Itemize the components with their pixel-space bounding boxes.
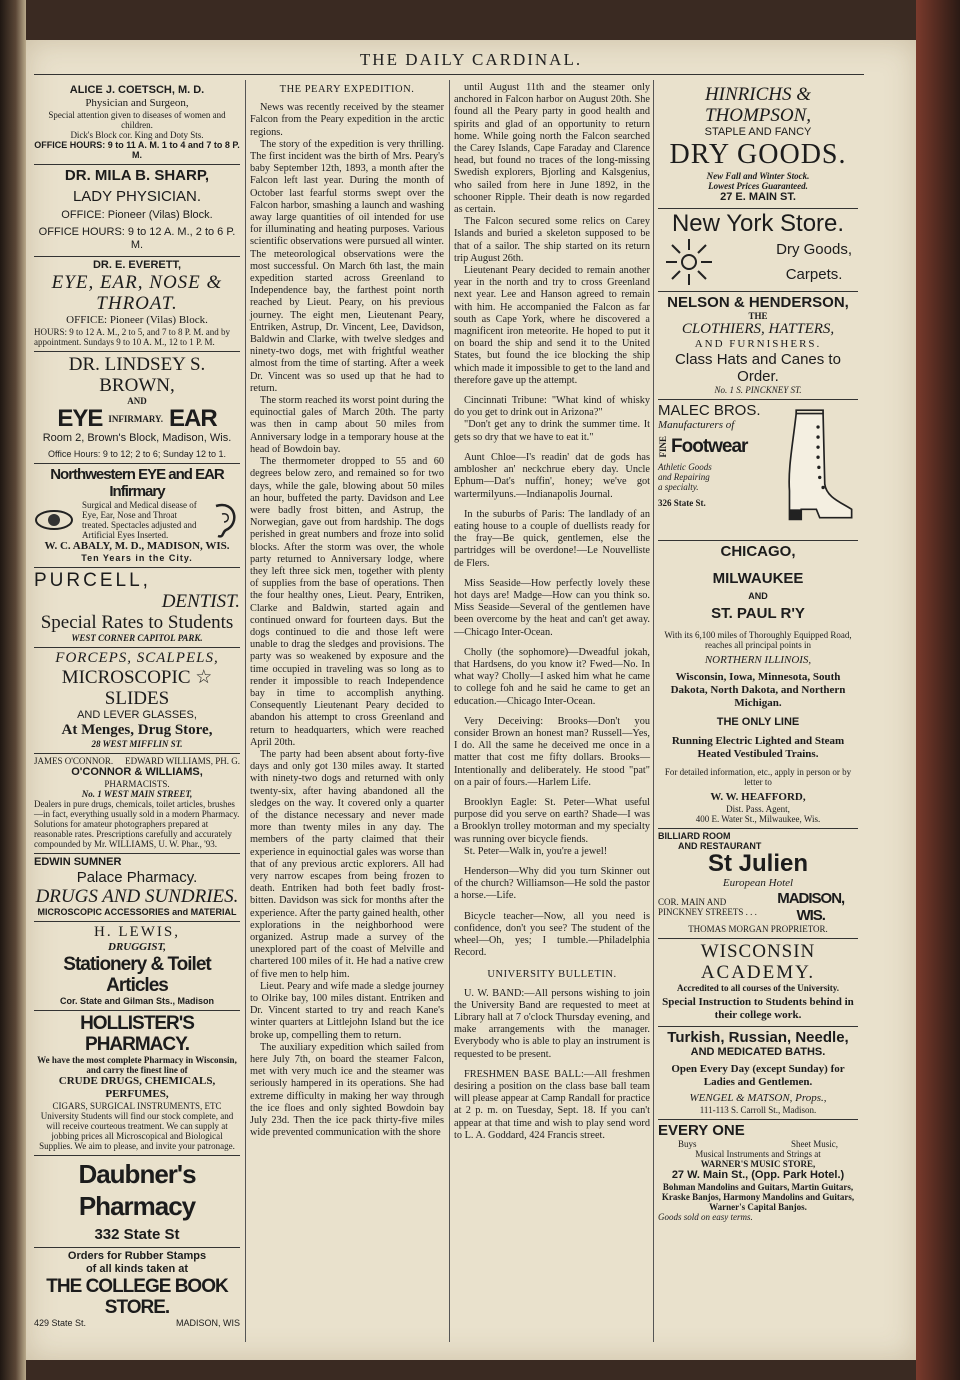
masthead: THE DAILY CARDINAL. <box>359 50 583 69</box>
ad-coetsch <box>34 82 240 165</box>
ad-store: At Menges, Drug Store, <box>61 722 213 738</box>
ad-line: Class Hats and Canes to Order. <box>675 351 841 385</box>
joke-item: Aunt Chloe—I's readin' dat de gods has amblosher an' neckchrue ebery day. Uncle Ephum—Dat's nuffin', honey; we've got wartermilyuns.—Indianapolis Journal. <box>454 451 650 500</box>
ad-name: PURCELL, <box>34 570 151 591</box>
ad-line: THE ONLY LINE <box>716 716 800 728</box>
ad-name: O'CONNOR & WILLIAMS, <box>71 766 203 778</box>
ad-line: Running Electric Lighted and Steam Heated Vestibuled Trains. <box>671 735 845 760</box>
ad-hours: HOURS: 9 to 12 A. M., 2 to 5, and 7 to 8 P. M. and by appointment. Sundays 9 to 10 A. M., 12 to 1 P. M. <box>34 327 231 347</box>
ad-address: 326 State St. <box>658 497 706 508</box>
joke-item: Miss Seaside—How perfectly lovely these hot days are! Madge—How can you think so. Miss Seaside—Several of the gentlemen have been overcome by the heat and can't get away.—Chicago Inter-Ocean. <box>454 577 650 638</box>
ad-name: NELSON & HENDERSON, <box>667 294 849 311</box>
joke-item: St. Peter—Walk in, you're a jewel! <box>464 845 608 857</box>
ad-line: Dry Goods, <box>776 241 852 258</box>
ad-line: WENGEL & MATSON, Props., <box>689 1092 827 1104</box>
ad-line: Orders for Rubber Stamps <box>67 1250 207 1262</box>
ad-line: AND FURNISHERS. <box>694 338 822 350</box>
ad-line: Accredited to all courses of the University. <box>676 983 840 993</box>
article-paragraph: The auxiliary expedition which sailed from here July 7th, on board the steamer Falcon, met with very much ice and the steamer was seriously hampered in its operations. She had extreme difficulty in making her way through the ice floes and only sighted Bowdoin bay July 23d. Then the ice pack thirty-five miles wide prevented communication with the shore <box>250 1041 444 1139</box>
ad-city: MADISON, WIS <box>175 1318 240 1328</box>
article-paragraph: until August 11th and the steamer only anchored in Falcon harbor on August 20th. She found all the Peary party in good health and spirits and glad of an opportunity to return home. While going north the Falcon searched the Carey Islands, Cape Faraday and Clarence head, but found no traces of the long-missing Swedish explorers, Bjorling and Kalsgenius, who sailed from here in June 1892, in the schooner Ripple. Their death is now regarded as certain. <box>454 82 650 216</box>
ad-line: MILWAUKEE <box>712 570 804 587</box>
ad-line: CLOTHIERS, HATTERS, <box>681 321 835 337</box>
ad-academy <box>658 939 858 1027</box>
ad-name: ALICE J. COETSCH, M. D. <box>69 84 205 96</box>
ad-name: St Julien <box>707 850 809 877</box>
ad-sumner <box>34 854 240 922</box>
ad-footwear: Footwear <box>671 436 748 458</box>
ad-line: European Hotel <box>722 877 794 889</box>
ad-hours: OFFICE HOURS: 9 to 11 A. M. 1 to 4 and 7 to 8 P. M. <box>34 140 240 160</box>
joke-item: In the suburbs of Paris: The landlady of an eating house to a couple of duellists ready for the fray—Be quick, gentlemen, else the partridges will be overdone!—Le Nouvelliste de Flers. <box>454 508 650 569</box>
ad-office: OFFICE: Pioneer (Vilas) Block. <box>61 209 213 221</box>
ad-partner: JAMES O'CONNOR. <box>34 756 114 766</box>
ad-infirmary: INFIRMARY. <box>108 414 163 424</box>
ad-text: Dealers in pure drugs, chemicals, toilet articles, brushes—in fact, everything usually sold in a modern Pharmacy. Solutions for amateur photographers prepared at reasonable rates. Prescriptions carefully and accurately compounded by Mr. WILLIAMS, U. W. Phar., '93. <box>34 799 240 849</box>
ad-line: DRY GOODS. <box>669 139 847 170</box>
ad-hours: OFFICE HOURS: 9 to 12 A. M., 2 to 6 P. M. <box>38 226 236 251</box>
article-paragraph: Lieut. Peary and wife made a sledge journey to Olrike bay, 100 miles distant. Entriken and Dr. Vincent started to try and reach Kane's winter quarters at Littlejohn Island but the ice broke up, compelling them to return. <box>250 980 444 1041</box>
article-paragraph: Lieutenant Peary decided to remain another year in the north and try to cross Greenland next year. Lee and Hanson agreed to remain with him. He accompanied the Falcon as far south as Cape York, where he discovered a magnificent iron meteorite. He hoped to put it on board the ship and send it to the United States, but found the ice blocking the ship which made it impossible to get to the land and therefore gave up the attempt. <box>454 265 650 386</box>
ad-line: PHARMACISTS. <box>104 779 170 789</box>
ad-name: EVERY ONE <box>658 1122 745 1139</box>
ad-name: Daubner's Pharmacy <box>78 1159 196 1221</box>
ad-line: ACADEMY. <box>700 962 816 983</box>
ad-name: Turkish, Russian, Needle, <box>667 1029 849 1046</box>
ad-name: MALEC BROS. <box>658 402 761 419</box>
ad-address: No. 1 WEST MAIN STREET, <box>81 789 193 799</box>
ad-oconnor <box>34 754 240 854</box>
ad-everett <box>34 257 240 352</box>
ad-hollister <box>34 1011 240 1156</box>
ad-line: Dist. Pass. Agent, <box>726 804 790 814</box>
ad-line: THE <box>748 311 768 321</box>
ad-line: Musical Instruments and Strings at <box>695 1149 821 1159</box>
ad-line: Sheet Music, <box>791 1139 838 1149</box>
ad-line: CIGARS, SURGICAL INSTRUMENTS, ETC <box>52 1101 222 1111</box>
ad-name: H. LEWIS, <box>94 924 180 940</box>
article-column-continued <box>454 82 650 1142</box>
bulletin-item: U. W. BAND:—All persons wishing to join the University Band are requested to meet at Library hall at 7 o'clock Thursday evening, and make arrangements with the manager. Everybody who is able to play an instrument is requested to be present. <box>454 987 650 1060</box>
ad-address: WEST CORNER CAPITOL PARK. <box>71 633 203 643</box>
ad-line: and Repairing <box>658 471 710 482</box>
ad-text: University Students will find our stock complete, and will receive courteous treatment. We can supply at jobbing prices all Microscopical and Biological Supplies. We aim to please, and invite your patronage. <box>39 1111 235 1151</box>
ad-brown <box>34 352 240 464</box>
ad-line: of all kinds taken at <box>85 1263 189 1275</box>
bulletin-heading: UNIVERSITY BULLETIN. <box>487 969 617 981</box>
ad-proprietor: THOMAS MORGAN PROPRIETOR. <box>688 924 828 934</box>
ad-eye: EYE <box>57 405 103 432</box>
article-paragraph: The Falcon secured some relics on Carey Islands and buried a skeleton supposed to be that of a sailor. The ship started on its return trip August 26th. <box>454 216 650 264</box>
book-spine <box>0 0 26 1380</box>
ad-line: WARNER'S MUSIC STORE, <box>700 1159 816 1169</box>
ad-line: Stationery & Toilet Articles <box>63 954 211 996</box>
ad-name: THE COLLEGE BOOK STORE. <box>46 1276 228 1318</box>
ad-name: HOLLISTER'S PHARMACY. <box>80 1013 194 1055</box>
ad-column-right <box>658 82 858 1226</box>
boot-icon <box>771 404 855 534</box>
ad-address: Room 2, Brown's Block, Madison, Wis. <box>42 432 232 444</box>
ad-line: a specialty. <box>658 481 699 492</box>
ad-address: COR. MAIN AND PINCKNEY STREETS . . . <box>658 897 757 917</box>
ad-line: Special Instruction to Students behind in their college work. <box>662 996 854 1021</box>
ad-northwestern <box>34 464 240 568</box>
ad-line: CRUDE DRUGS, CHEMICALS, PERFUMES, <box>58 1075 216 1100</box>
ad-address: 111-113 S. Carroll St., Madison. <box>699 1105 817 1115</box>
book-edge <box>916 0 960 1380</box>
ad-fine: FINE <box>658 436 668 458</box>
ad-line: Buys <box>678 1139 697 1149</box>
ad-line: Athletic Goods <box>658 461 712 472</box>
ad-line: New Fall and Winter Stock. <box>706 171 810 181</box>
ad-line: AND LEVER GLASSES, <box>77 709 197 721</box>
ad-name: WISCONSIN <box>700 941 816 962</box>
ad-address: 332 State St <box>94 1226 180 1243</box>
ad-doctor: W. C. ABALY, M. D., MADISON, WIS. <box>44 540 230 552</box>
ad-line: MICROSCOPIC ☆ SLIDES <box>61 667 213 709</box>
ad-name: DR. LINDSEY S. BROWN, <box>68 354 206 396</box>
ad-line: AND <box>748 591 768 601</box>
joke-item: "Don't get any to drink the summer time. It gets so dry that we have to eat it." <box>454 419 650 443</box>
joke-item: Cincinnati Tribune: "What kind of whisky do you get to drink out in Arizona?" <box>454 395 650 419</box>
bulletin-item: FRESHMEN BASE BALL:—All freshmen desiring a position on the class base ball team will please appear at Camp Randall for practice at 2 p. m. on Tuesday, Sept. 18. If you can't appear at that time and wish to play send word to L. A. Goddard, 424 Francis street. <box>454 1068 650 1141</box>
ad-dentist: DENTIST. <box>161 591 240 612</box>
ad-line: AND MEDICATED BATHS. <box>690 1046 826 1058</box>
ad-title: LADY PHYSICIAN. <box>72 188 202 205</box>
ad-line: DRUGGIST, <box>108 941 166 953</box>
ad-text: With its 6,100 miles of Thoroughly Equipped Road, reaches all principal points in <box>664 630 852 650</box>
ad-name: DR. E. EVERETT, <box>92 259 182 271</box>
ad-agent: W. W. HEAFFORD, <box>710 791 806 803</box>
joke-item: Very Deceiving: Brooks—Don't you consider Brown an honest man? Russell—Yes, I do. All the same he deceived me once in a matter that cost me fifty dollars. Brooks—Intentionally and deliberately. He stood "pat" on a pair of fours.—Harlem Life. <box>454 715 650 788</box>
ad-partner: EDWARD WILLIAMS, PH. G. <box>125 756 240 766</box>
ad-name: Northwestern EYE and EAR Infirmary <box>50 466 224 500</box>
newspaper-page <box>26 40 916 1360</box>
ad-menges <box>34 648 240 754</box>
article-paragraph: The party had been absent about forty-five days and only got 130 miles away. It started with ninety-two dogs and returned with only twenty-six, after having abandoned all the sledges on the way. It covered only a quarter of the distance necessary and never made more than twenty miles in any day. The members of the party claimed that their experience in equinoctial gales was worse than that of any previous arctic explorers. All had very narrow escapes from being frozen to death. Entriken had both feet badly frost-bitten. Davidson was sick for months after the experience. After the party gained health, other explorations in the neighborhood were organized. Astrup made a survey of the unexplored part of the coast of Melville and chartered 100 miles of it. He had a native crew of five men to help him. <box>250 748 444 980</box>
column-rule <box>449 80 450 1342</box>
ad-line: Open Every Day (except Sunday) for Ladies and Gentlemen. <box>671 1063 845 1088</box>
article-paragraph: The story of the expedition is very thrilling. The first incident was the birth of Mrs. Peary's baby September 12th, 1893, a month after the Falcon left last year. During the month of October last fearful storms swept over the Falcon harbor, smashing a launch and washing away large quantities of oil intended for use for illuminating and heating purposes. Various scientific observations were pursued all winter. The meteorological observations were the most successful. On March 6th last, the main expedition started across Greenland to Independence bay, the farthest point north reached by Lieut. Peary, on his previous journey. The eight men, Lieutenant Peary, Entriken, Astrup, Dr. Vincent, Lee, Davidson, Baldwin and Clarke, with twelve sledges and ninety-two dogs, met with frightful weather almost from the time of starting. After a week Dr. Vincent was so used up that he had to return. <box>250 138 444 394</box>
article-column-peary <box>250 82 444 1139</box>
article-heading: THE PEARY EXPEDITION. <box>279 84 415 95</box>
joke-item: Cholly (the sophomore)—Dweadful jokah, that Hardsens, do you know it? Fwed—No. In what way? Cholly—I asked him what he came to college foh and he said he came to get an education.—Chicago Inter-Ocean. <box>454 646 650 707</box>
ad-line: Lowest Prices Guaranteed. <box>708 181 808 191</box>
sun-icon <box>664 237 714 287</box>
ad-newyork <box>658 209 858 292</box>
ad-julien <box>658 829 858 939</box>
ad-line: FORCEPS, SCALPELS, <box>55 650 219 666</box>
ad-railway <box>658 541 858 829</box>
ear-icon <box>206 500 240 540</box>
article-paragraph: News was recently received by the steamer Falcon from the Peary expedition in the arctic regions. <box>250 102 444 138</box>
ad-hours: Office Hours: 9 to 12; 2 to 6; Sunday 12 to 1. <box>48 449 226 459</box>
ad-malec <box>658 400 858 541</box>
ad-address: No. 1 S. PINCKNEY ST. <box>714 385 802 395</box>
ad-line: Dick's Block cor. King and Doty Sts. <box>70 130 204 140</box>
ad-text: Surgical and Medical disease of Eye, Ear, Nose and Throat treated. Spectacles adjusted and Artificial Eyes Inserted. <box>82 500 197 540</box>
ad-daubner <box>34 1156 240 1248</box>
joke-item: Henderson—Why did you turn Skinner out of the church? Williamson—He sold the pastor a horse.—Life. <box>454 865 650 902</box>
ad-line: Manufacturers of <box>658 419 735 431</box>
column-rule <box>653 80 654 1342</box>
ad-line: Palace Pharmacy. <box>76 869 198 886</box>
ad-line: STAPLE AND FANCY <box>704 126 812 138</box>
ad-line: MICROSCOPIC ACCESSORIES and MATERIAL <box>37 907 237 917</box>
ad-name: DR. MILA B. SHARP, <box>64 167 210 184</box>
ad-city: MADISON, WIS. <box>777 890 845 924</box>
ad-line: NORTHERN ILLINOIS, <box>704 654 812 666</box>
ad-years: Ten Years in the City. <box>81 553 193 563</box>
joke-item: Brooklyn Eagle: St. Peter—What useful purpose did you serve on earth? Shade—I was a Brooklyn trolley motorman and my specialty was running over bicycle fiends. <box>454 796 650 845</box>
ad-address: Cor. State and Gilman Sts., Madison <box>59 996 215 1006</box>
ad-line: Carpets. <box>785 266 843 283</box>
ad-warner <box>658 1120 858 1226</box>
ad-lewis <box>34 922 240 1011</box>
ad-line: Wisconsin, Iowa, Minnesota, South Dakota, North Dakota, and Northern Michigan. <box>670 671 846 709</box>
ad-bookstore <box>34 1248 240 1332</box>
eye-icon <box>34 503 74 537</box>
ad-text: Bohman Mandolins and Guitars, Martin Guitars, Kraske Banjos, Harmony Mandolins and Guitars, Warner's Capital Banjos. <box>661 1182 855 1212</box>
ad-line: AND RESTAURANT <box>678 841 762 851</box>
ad-name: EDWIN SUMNER <box>34 856 122 868</box>
ad-address: 28 WEST MIFFLIN ST. <box>91 739 183 749</box>
ad-line: CHICAGO, <box>720 543 796 560</box>
ad-line: Goods sold on easy terms. <box>658 1212 753 1222</box>
ad-name: ST. PAUL R'Y <box>711 605 805 622</box>
ad-address: 27 W. Main St., (Opp. Park Hotel.) <box>671 1169 845 1181</box>
ad-address: 400 E. Water St., Milwaukee, Wis. <box>695 814 821 824</box>
ad-line: BILLIARD ROOM <box>658 831 731 841</box>
ad-ear: EAR <box>168 405 217 432</box>
ad-baths <box>658 1027 858 1120</box>
ad-line: DRUGS AND SUNDRIES. <box>35 886 239 907</box>
ad-specialty: EYE, EAR, NOSE & THROAT. <box>51 272 223 314</box>
ad-office: OFFICE: Pioneer (Vilas) Block. <box>66 314 208 326</box>
ad-special: Special Rates to Students <box>40 612 234 633</box>
article-paragraph: The thermometer dropped to 55 and 60 degrees below zero, and remained so for two days, while the gale, blowing about 50 miles an hour, buffeted the party. Davidson and Lee were badly frost bitten, and Astrup, the Norwegian, gave out from hardship. The dogs perished in great numbers and froze into solid blocks. After the storm was over, the whole party returned to Anniversary lodge, where they left three sick men, together with plenty of supplies from the base of operations. Then the four healthy ones, Lieut. Peary, Entriken, Clarke and Baldwin, started again and continued onward for fourteen days. But the dogs continued to die and those left were unable to drag the sledges and provisions. The party was so weakened by exposure and the time occupied in traveling was so long as to render it impossible to reach Independence bay in time to accomplish anything. Consequently Lieutenant Peary decided to abandon his attempt to cross Greenland and return to headquarters, which were reached April 20th. <box>250 456 444 748</box>
ad-line: Special attention given to diseases of women and children. <box>48 110 226 130</box>
ad-text: For detailed information, etc., apply in person or by letter to <box>664 767 852 787</box>
ad-line: We have the most complete Pharmacy in Wisconsin, and carry the finest line of <box>37 1055 237 1075</box>
ad-purcell <box>34 568 240 648</box>
ad-name: New York Store. <box>671 210 845 237</box>
joke-item: Bicycle teacher—Now, all you need is confidence, don't you see? The student of the wheel—Oh, yes; I tumble.—Philadelphia Record. <box>454 910 650 959</box>
ad-sharp <box>34 165 240 257</box>
ad-address: 27 E. MAIN ST. <box>720 191 796 203</box>
ad-nelson <box>658 292 858 400</box>
article-paragraph: The storm reached its worst point during the equinoctial gales of March 20th. The party was then in camp about 50 miles from Anniversary lodge in a temporary house at the head of Bowdoin bay. <box>250 395 444 455</box>
ad-address: 429 State St. <box>34 1318 87 1328</box>
ad-line: Physician and Surgeon, <box>85 97 189 109</box>
ad-column-left <box>34 82 240 1332</box>
masthead-rule <box>34 74 864 75</box>
ad-line: AND <box>127 396 147 406</box>
ad-hinrichs <box>658 82 858 209</box>
ad-name: HINRICHS & THOMPSON, <box>704 84 812 126</box>
column-rule <box>245 80 246 1342</box>
